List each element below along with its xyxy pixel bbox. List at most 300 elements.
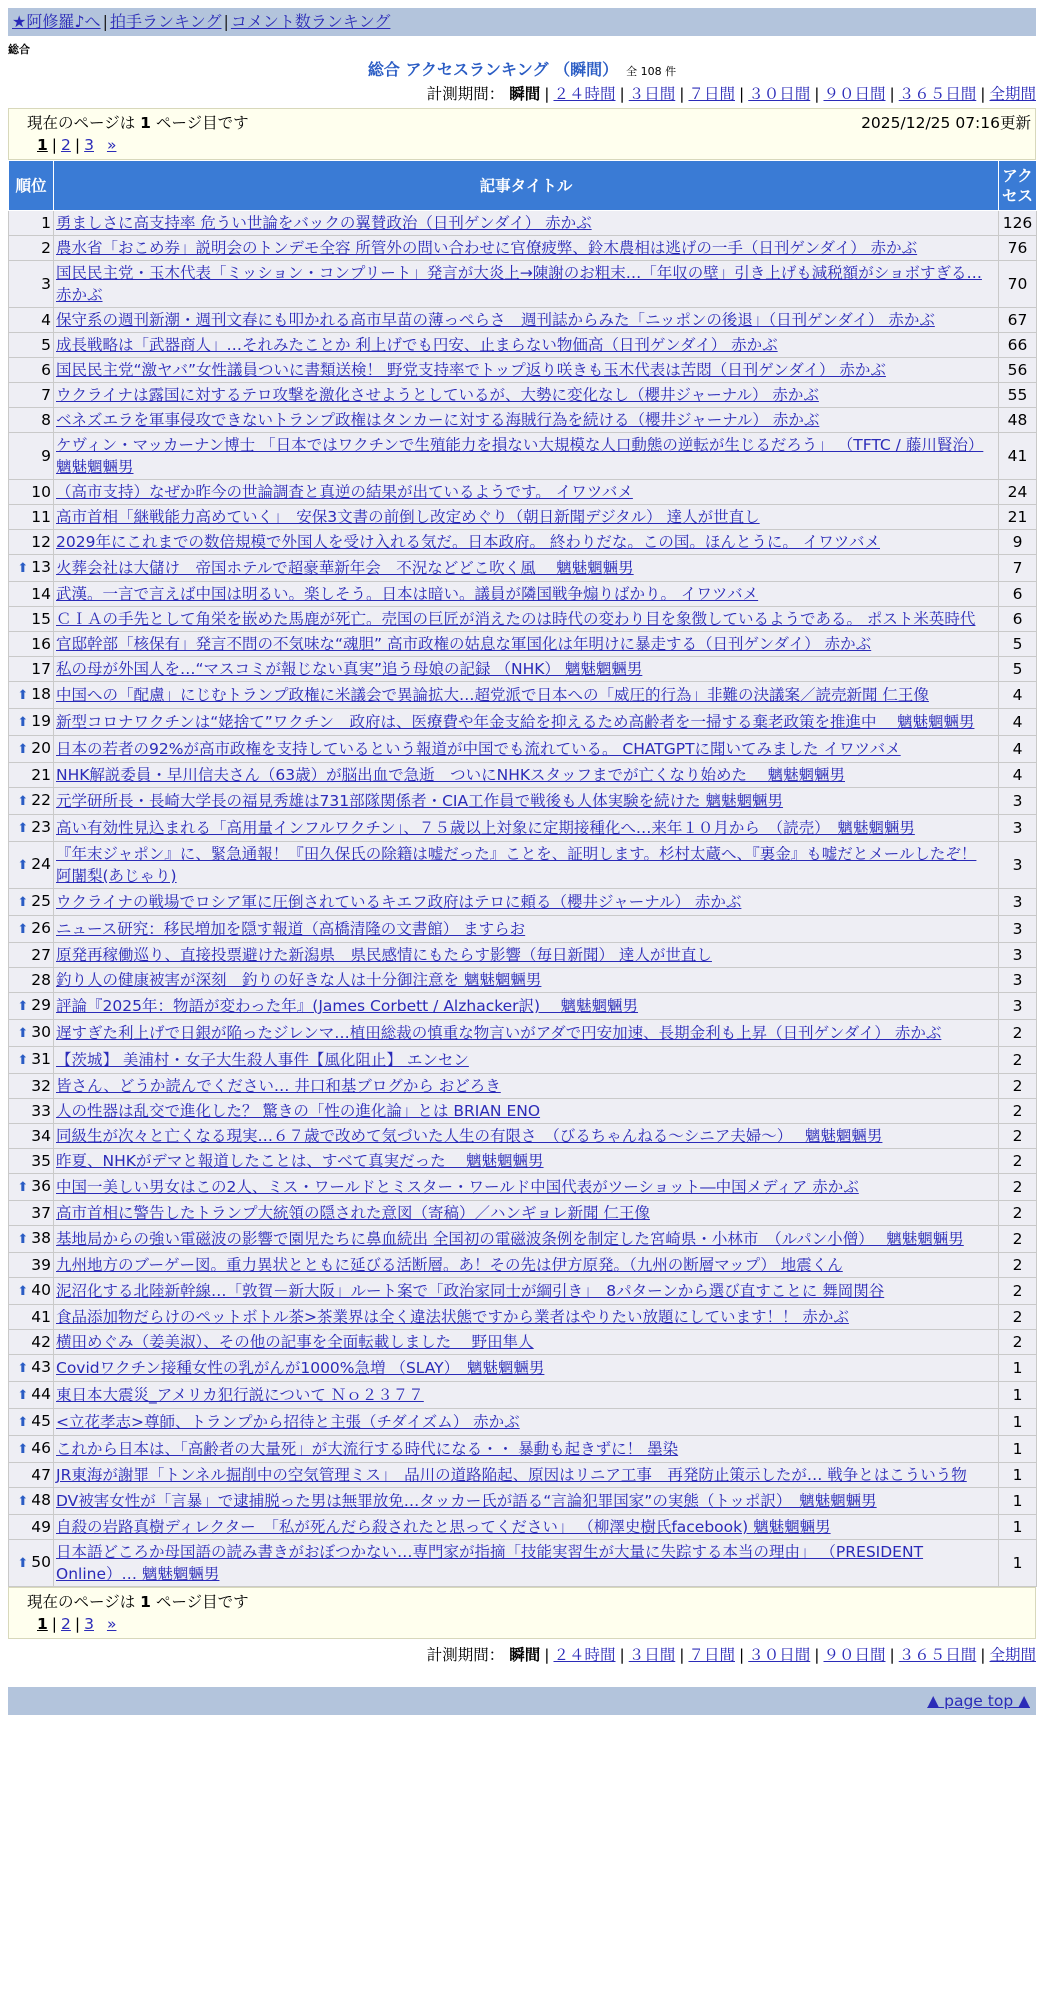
bottom-bar (8, 1687, 1036, 1715)
article-title-link[interactable]: 農水省「おこめ券」説明会のトンデモ全容 所管外の問い合わせに官僚疲弊、鈴木農相は逃げの一手（日刊ゲンダイ） 赤かぶ (56, 239, 918, 257)
rank-cell (9, 736, 54, 763)
title-cell (54, 943, 999, 968)
period-current: 瞬間 (509, 85, 541, 103)
header-access: アクセス (999, 161, 1037, 211)
rank-cell (9, 889, 54, 916)
rank-number: 5 (41, 336, 51, 354)
rank-number: 34 (31, 1127, 51, 1145)
article-title-link[interactable]: 成長戦略は「武器商人」…それみたことか 利上げでも円安、止まらない物価高（日刊ゲンダイ） 赤かぶ (56, 336, 778, 354)
rank-up-arrow-icon: ⬆ (17, 688, 29, 703)
article-title-link[interactable]: 新型コロナワクチンは“姥捨て”ワクチン 政府は、医療費や年金支給を抑えるため高齢者を一掃する棄老政策を推進中 魑魅魍魎男 (56, 713, 975, 731)
access-count: 4 (999, 736, 1037, 763)
article-title-link[interactable]: ＣＩＡの手先として角栄を嵌めた馬鹿が死亡。売国の巨匠が消えたのは時代の変わり目を象徴しているようである。 ポスト米英時代 (56, 610, 976, 628)
article-title-link[interactable]: 日本語どころか母国語の読み書きがおぼつかない…専門家が指摘「技能実習生が大量に失踪する本当の理由」 （PRESIDENT Online）… 魑魅魍魎男 (56, 1543, 924, 1583)
title-cell (54, 1409, 999, 1436)
rank-number: 45 (31, 1412, 51, 1430)
rank-cell (9, 1201, 54, 1226)
rank-cell (9, 1226, 54, 1253)
table-row (9, 1355, 1037, 1382)
period-link-7d[interactable]: ７日間 (688, 85, 735, 103)
rank-up-arrow-icon: ⬆ (17, 561, 29, 576)
table-row (9, 408, 1037, 433)
page-next-bottom[interactable]: » (106, 1615, 117, 1633)
table-row (9, 763, 1037, 788)
title-cell (54, 1515, 999, 1540)
access-count: 1 (999, 1463, 1037, 1488)
access-count: 1 (999, 1488, 1037, 1515)
rank-number: 4 (41, 311, 51, 329)
page-top-link[interactable]: ▲ page top ▲ (927, 1692, 1030, 1710)
article-title-link[interactable]: 東日本大震災_アメリカ犯行説について Ｎｏ２３７７ (56, 1386, 424, 1404)
access-count: 3 (999, 815, 1037, 842)
title-cell (54, 1382, 999, 1409)
rank-number: 49 (31, 1518, 51, 1536)
table-row (9, 358, 1037, 383)
rank-number: 36 (31, 1177, 51, 1195)
article-title-link[interactable]: ニュース研究：移民増加を隠す報道（高橋清隆の文書館） ますらお (56, 920, 526, 938)
article-title-link[interactable]: 泥沼化する北陸新幹線…「敦賀－新大阪」ルート案で「政治家同士が綱引き」 8パターンから選び直すことに 舞岡関谷 (56, 1282, 885, 1300)
article-title-link[interactable]: 高い有効性見込まれる「高用量インフルワクチン」、７５歳以上対象に定期接種化へ…来年１０月から （読売） 魑魅魍魎男 (56, 819, 915, 837)
title-cell (54, 433, 999, 480)
rank-cell (9, 1540, 54, 1587)
period-link-365d[interactable]: ３６５日間 (898, 85, 977, 103)
title-cell (54, 1355, 999, 1382)
title-cell (54, 236, 999, 261)
table-row (9, 530, 1037, 555)
table-row (9, 889, 1037, 916)
period-link-all[interactable]: 全期間 (989, 85, 1036, 103)
access-count: 3 (999, 943, 1037, 968)
title-cell (54, 889, 999, 916)
rank-cell (9, 530, 54, 555)
rank-cell (9, 842, 54, 889)
applause-ranking-link[interactable]: 拍手ランキング (109, 12, 222, 31)
rank-number: 19 (31, 712, 51, 730)
table-row (9, 261, 1037, 308)
table-row (9, 1099, 1037, 1124)
rank-up-arrow-icon: ⬆ (17, 1556, 29, 1571)
table-row (9, 1020, 1037, 1047)
access-count: 3 (999, 993, 1037, 1020)
rank-up-arrow-icon: ⬆ (17, 895, 29, 910)
rank-cell (9, 582, 54, 607)
access-count: 3 (999, 968, 1037, 993)
rank-number: 24 (31, 855, 51, 873)
access-count: 48 (999, 408, 1037, 433)
rank-number: 38 (31, 1229, 51, 1247)
table-row (9, 1201, 1037, 1226)
access-count: 4 (999, 709, 1037, 736)
article-title-link[interactable]: ウクライナの戦場でロシア軍に圧倒されているキエフ政府はテロに頼る（櫻井ジャーナル） 赤かぶ (56, 893, 742, 911)
table-row (9, 842, 1037, 889)
access-count: 67 (999, 308, 1037, 333)
title-cell (54, 1330, 999, 1355)
title-cell (54, 916, 999, 943)
period-label: 計測期間： (426, 85, 505, 103)
article-title-link[interactable]: ウクライナは露国に対するテロ攻撃を激化させようとしているが、大勢に変化なし（櫻井ジャーナル） 赤かぶ (56, 386, 819, 404)
rank-number: 1 (41, 214, 51, 232)
rank-cell (9, 709, 54, 736)
article-title-link[interactable]: DV被害女性が「言暴」で逮捕脱った男は無罪放免…タッカー氏が語る“言論犯罪国家”の実態（トッポ訳） 魑魅魍魎男 (56, 1492, 877, 1510)
top-nav-bar: ★阿修羅♪へ | 拍手ランキング | コメント数ランキング (8, 8, 1036, 36)
rank-up-arrow-icon: ⬆ (17, 715, 29, 730)
page-title: 総合 アクセスランキング （瞬間） (367, 60, 619, 79)
article-title-link[interactable]: 横田めぐみ（姜美淑）、その他の記事を全面転載しました 野田隼人 (56, 1333, 534, 1351)
access-count: 56 (999, 358, 1037, 383)
article-title-link[interactable]: 高市首相に警告したトランプ大統領の隠された意図（寄稿）／ハンギョレ新聞 仁王像 (56, 1204, 650, 1222)
rank-cell (9, 555, 54, 582)
access-count: 2 (999, 1278, 1037, 1305)
rank-cell (9, 993, 54, 1020)
rank-number: 44 (31, 1385, 51, 1403)
title-cell (54, 788, 999, 815)
rank-up-arrow-icon: ⬆ (17, 1388, 29, 1403)
page-link-3[interactable]: 3 (84, 136, 95, 154)
table-row (9, 1515, 1037, 1540)
article-title-link[interactable]: 同級生が次々と亡くなる現実…６７歳で改めて気づいた人生の有限さ （びるちゃんねる～シニア夫婦～） 魑魅魍魎男 (56, 1127, 883, 1145)
rank-cell (9, 433, 54, 480)
article-title-link[interactable]: 【茨城】 美浦村・女子大生殺人事件【風化阻止】 エンセン (56, 1051, 469, 1069)
article-title-link[interactable]: 評論『2025年：物語が変わった年』(James Corbett / Alzhacker訳) 魑魅魍魎男 (56, 997, 639, 1015)
access-count: 41 (999, 433, 1037, 480)
period-link-365d-bottom[interactable]: ３６５日間 (898, 1646, 977, 1664)
rank-cell (9, 916, 54, 943)
table-row (9, 632, 1037, 657)
rank-number: 18 (31, 685, 51, 703)
access-count: 2 (999, 1330, 1037, 1355)
table-row (9, 736, 1037, 763)
table-row (9, 709, 1037, 736)
access-count: 1 (999, 1515, 1037, 1540)
rank-cell (9, 1305, 54, 1330)
rank-number: 32 (31, 1077, 51, 1095)
rank-number: 31 (31, 1050, 51, 1068)
title-cell (54, 408, 999, 433)
article-title-link[interactable]: 日本の若者の92%が高市政権を支持しているという報道が中国でも流れている。 CHATGPTに聞いてみました イワツバメ (56, 740, 901, 758)
period-link-24h-bottom[interactable]: ２４時間 (553, 1646, 616, 1664)
title-cell (54, 211, 999, 236)
rank-cell (9, 211, 54, 236)
rank-cell (9, 763, 54, 788)
rank-up-arrow-icon: ⬆ (17, 794, 29, 809)
title-cell (54, 333, 999, 358)
table-row (9, 555, 1037, 582)
title-cell (54, 1201, 999, 1226)
rank-number: 27 (31, 946, 51, 964)
title-cell (54, 1463, 999, 1488)
article-title-link[interactable]: 皆さん、どうか読んでください… 井口和基ブログから おどろき (56, 1077, 501, 1095)
access-count: 1 (999, 1409, 1037, 1436)
rank-cell (9, 408, 54, 433)
rank-number: 16 (31, 635, 51, 653)
header-title: 記事タイトル (54, 161, 999, 211)
article-title-link[interactable]: 昨夏、NHKがデマと報道したことは、すべて真実だった 魑魅魍魎男 (56, 1152, 544, 1170)
comment-ranking-link[interactable]: コメント数ランキング (230, 12, 391, 31)
title-cell (54, 815, 999, 842)
article-title-link[interactable]: JR東海が謝罪「トンネル掘削中の空気管理ミス」 品川の道路陥起、原因はリニア工事 再発防止策示したが… 戦争とはこういう物 (56, 1466, 967, 1484)
page-link-2[interactable]: 2 (61, 136, 71, 154)
rank-number: 9 (41, 447, 51, 465)
rank-cell (9, 261, 54, 308)
access-count: 3 (999, 889, 1037, 916)
rank-cell (9, 968, 54, 993)
access-count: 5 (999, 657, 1037, 682)
page-next[interactable]: » (106, 136, 117, 154)
rank-cell (9, 308, 54, 333)
rank-cell (9, 1409, 54, 1436)
article-title-link[interactable]: 勇ましさに高支持率 危うい世論をバックの翼賛政治（日刊ゲンダイ） 赤かぶ (56, 214, 592, 232)
rank-up-arrow-icon: ⬆ (17, 1232, 29, 1247)
title-cell (54, 358, 999, 383)
article-title-link[interactable]: 『年末ジャポン』に、緊急通報！『田久保氏の除籍は嘘だった』ことを、証明します。杉村太蔵へ、『裏金』も嘘だとメールしたぞ！ 阿闍梨(あじゃり) (56, 845, 977, 885)
rank-up-arrow-icon: ⬆ (17, 1361, 29, 1376)
access-count: 4 (999, 763, 1037, 788)
article-title-link[interactable]: 保守系の週刊新潮・週刊文春にも叩かれる高市早苗の薄っぺらさ 週刊誌からみた「ニッポンの後退」（日刊ゲンダイ） 赤かぶ (56, 311, 935, 329)
rank-cell (9, 657, 54, 682)
rank-number: 42 (31, 1333, 51, 1351)
rank-number: 11 (31, 508, 51, 526)
access-count: 6 (999, 582, 1037, 607)
article-title-link[interactable]: 元学研所長・長崎大学長の福見秀雄は731部隊関係者・CIA工作員で戦後も人体実験を続けた 魑魅魍魎男 (56, 792, 784, 810)
article-title-link[interactable]: これから日本は、「高齢者の大量死」が大流行する時代になる・・ 暴動も起きずに！ 墨染 (56, 1440, 679, 1458)
period-link-90d-bottom[interactable]: ９０日間 (823, 1646, 886, 1664)
title-cell (54, 1488, 999, 1515)
access-count: 2 (999, 1149, 1037, 1174)
rank-up-arrow-icon: ⬆ (17, 999, 29, 1014)
rank-up-arrow-icon: ⬆ (17, 1026, 29, 1041)
period-link-24h[interactable]: ２４時間 (553, 85, 616, 103)
table-row (9, 788, 1037, 815)
table-row (9, 1409, 1037, 1436)
rank-cell (9, 607, 54, 632)
title-cell (54, 505, 999, 530)
article-title-link[interactable]: 火葬会社は大儲け 帝国ホテルで超豪華新年会 不況などどこ吹く風 魑魅魍魎男 (56, 559, 634, 577)
access-count: 1 (999, 1436, 1037, 1463)
rank-up-arrow-icon: ⬆ (17, 1415, 29, 1430)
rank-number: 40 (31, 1281, 51, 1299)
table-row (9, 993, 1037, 1020)
current-page-text-bottom: 現在のページは 1 ページ目です (27, 1593, 249, 1611)
article-title-link[interactable]: Covidワクチン接種女性の乳がんが1000%急増 （SLAY） 魑魅魍魎男 (56, 1359, 545, 1377)
rank-number: 13 (31, 558, 51, 576)
rank-number: 29 (31, 996, 51, 1014)
rank-cell (9, 1074, 54, 1099)
access-count: 76 (999, 236, 1037, 261)
article-title-link[interactable]: ベネズエラを軍事侵攻できないトランプ政権はタンカーに対する海賊行為を続ける（櫻井ジャーナル） 赤かぶ (56, 411, 820, 429)
header-rank: 順位 (9, 161, 54, 211)
title-cell (54, 763, 999, 788)
access-count: 2 (999, 1226, 1037, 1253)
rank-up-arrow-icon: ⬆ (17, 1494, 29, 1509)
article-title-link[interactable]: 国民民主党“激ヤバ”女性議員ついに書類送検！ 野党支持率でトップ返り咲きも玉木代表は苦悶（日刊ゲンダイ） 赤かぶ (56, 361, 886, 379)
rank-number: 3 (41, 275, 51, 293)
period-link-3d-bottom[interactable]: ３日間 (628, 1646, 676, 1664)
table-row (9, 1382, 1037, 1409)
page-current: 1 (37, 136, 48, 154)
article-title-link[interactable]: 武漢。一言で言えば中国は明るい。楽しそう。日本は暗い。議員が隣国戦争煽りばかり。 イワツバメ (56, 585, 759, 603)
rank-number: 43 (31, 1358, 51, 1376)
table-row (9, 682, 1037, 709)
period-link-3d[interactable]: ３日間 (628, 85, 676, 103)
rank-number: 46 (31, 1439, 51, 1457)
article-title-link[interactable]: 高市首相「継戦能力高めていく」 安保3文書の前倒し改定めぐり（朝日新聞デジタル） 達人が世直し (56, 508, 760, 526)
article-title-link[interactable]: 遅すぎた利上げで日銀が陥ったジレンマ…植田総裁の慎重な物言いがアダで円安加速、長期金利も上昇（日刊ゲンダイ） 赤かぶ (56, 1024, 942, 1042)
access-count: 66 (999, 333, 1037, 358)
title-cell (54, 1149, 999, 1174)
article-title-link[interactable]: 基地局からの強い電磁波の影響で園児たちに鼻血続出 全国初の電磁波条例を制定した宮崎県・小林市 （ルパン小僧） 魑魅魍魎男 (56, 1230, 964, 1248)
access-count: 3 (999, 916, 1037, 943)
rank-cell (9, 1099, 54, 1124)
page-title-row (0, 60, 1044, 80)
table-row (9, 308, 1037, 333)
rank-number: 35 (31, 1152, 51, 1170)
access-count: 2 (999, 1099, 1037, 1124)
page-link-3-bottom[interactable]: 3 (84, 1615, 95, 1633)
title-cell (54, 1253, 999, 1278)
period-link-90d[interactable]: ９０日間 (823, 85, 886, 103)
access-count: 24 (999, 480, 1037, 505)
page-current-bottom: 1 (37, 1615, 48, 1633)
article-title-link[interactable]: 官邸幹部「核保有」発言不問の不気味な“魂胆” 高市政権の姑息な軍国化は年明けに暴走する（日刊ゲンダイ） 赤かぶ (56, 635, 872, 653)
table-row (9, 1540, 1037, 1587)
period-label-bottom: 計測期間： (426, 1646, 505, 1664)
title-cell (54, 607, 999, 632)
article-title-link[interactable]: 人の性器は乱交で進化した？ 驚きの「性の進化論」とは BRIAN ENO (56, 1102, 541, 1120)
table-row (9, 383, 1037, 408)
period-selector-bottom: 計測期間： 瞬間 | ２４時間 | ３日間 | ７日間 | ３０日間 | ９０日間 | ３６５日間 | 全期間 (426, 1646, 1036, 1664)
rank-cell (9, 1253, 54, 1278)
category-label: 総合 (8, 43, 30, 56)
table-row (9, 607, 1037, 632)
access-count: 5 (999, 632, 1037, 657)
rank-cell (9, 1278, 54, 1305)
pager-top: 現在のページは 1 ページ目です 2025/12/25 07:16更新 1 | 2 | 3 » (8, 108, 1036, 160)
table-row (9, 582, 1037, 607)
rank-number: 25 (31, 892, 51, 910)
article-title-link[interactable]: 国民民主党・玉木代表「ミッション・コンプリート」発言が大炎上→陳謝のお粗末…「年収の壁」引き上げも減税額がショボすぎる… 赤かぶ (56, 264, 982, 304)
table-row (9, 480, 1037, 505)
article-title-link[interactable]: 九州地方のブーゲー図。重力異状とともに延びる活断層。あ！その先は伊方原発。（九州の断層マップ） 地震くん (56, 1256, 843, 1274)
article-title-link[interactable]: ケヴィン・マッカーナン博士 「日本ではワクチンで生殖能力を損ない大規模な人口動態の逆転が生じるだろう」 （TFTC / 藤川賢治） 魑魅魍魎男 (56, 436, 984, 476)
article-title-link[interactable]: 私の母が外国人を…“マスコミが報じない真実”追う母娘の記録 （NHK） 魑魅魍魎男 (56, 660, 643, 678)
rank-up-arrow-icon: ⬆ (17, 1442, 29, 1457)
access-count: 3 (999, 842, 1037, 889)
article-title-link[interactable]: 中国への「配慮」にじむトランプ政権に米議会で異論拡大…超党派で日本への「威圧的行為」非難の決議案／読売新聞 仁王像 (56, 686, 929, 704)
table-row (9, 236, 1037, 261)
access-count: 2 (999, 1020, 1037, 1047)
rank-cell (9, 1382, 54, 1409)
rank-number: 15 (31, 610, 51, 628)
rank-number: 30 (31, 1023, 51, 1041)
rank-number: 8 (41, 411, 51, 429)
rank-cell (9, 236, 54, 261)
title-cell (54, 1436, 999, 1463)
title-cell (54, 968, 999, 993)
article-title-link[interactable]: 原発再稼働巡り、直接投票避けた新潟県 県民感情にもたらす影響（毎日新聞） 達人が世直し (56, 946, 712, 964)
access-count: 70 (999, 261, 1037, 308)
period-current-bottom: 瞬間 (509, 1646, 541, 1664)
updated-timestamp: 2025/12/25 07:16更新 (861, 114, 1031, 132)
rank-number: 2 (41, 239, 51, 257)
rank-number: 17 (31, 660, 51, 678)
table-row (9, 943, 1037, 968)
access-count: 2 (999, 1124, 1037, 1149)
rank-cell (9, 1020, 54, 1047)
rank-number: 26 (31, 919, 51, 937)
title-cell (54, 657, 999, 682)
table-row (9, 1226, 1037, 1253)
table-row (9, 1330, 1037, 1355)
period-selector: 計測期間： 瞬間 | ２４時間 | ３日間 | ７日間 | ３０日間 | ９０日間 | ３６５日間 | 全期間 (426, 85, 1036, 103)
table-row (9, 1047, 1037, 1074)
rank-cell (9, 333, 54, 358)
period-link-7d-bottom[interactable]: ７日間 (688, 1646, 735, 1664)
pager-bottom: 現在のページは 1 ページ目です 1 | 2 | 3 » (8, 1587, 1036, 1639)
access-count: 2 (999, 1074, 1037, 1099)
rank-number: 37 (31, 1204, 51, 1222)
title-cell (54, 582, 999, 607)
rank-cell (9, 1330, 54, 1355)
table-row (9, 1305, 1037, 1330)
article-title-link[interactable]: 自殺の岩路真樹ディレクター 「私が死んだら殺されたと思ってください」 （柳澤史樹氏facebook) 魑魅魍魎男 (56, 1518, 831, 1536)
rank-number: 6 (41, 361, 51, 379)
period-link-all-bottom[interactable]: 全期間 (989, 1646, 1036, 1664)
article-title-link[interactable]: 中国一美しい男女はこの2人、ミス・ワールドとミスター・ワールド中国代表がツーショット―中国メディア 赤かぶ (56, 1178, 859, 1196)
access-count: 2 (999, 1253, 1037, 1278)
rank-cell (9, 1124, 54, 1149)
title-cell (54, 1020, 999, 1047)
table-row (9, 1488, 1037, 1515)
rank-up-arrow-icon: ⬆ (17, 742, 29, 757)
article-title-link[interactable]: 2029年にこれまでの数倍規模で外国人を受け入れる気だ。日本政府。 終わりだな。この国。ほんとうに。 イワツバメ (56, 533, 880, 551)
access-count: 2 (999, 1174, 1037, 1201)
home-link[interactable]: ★阿修羅♪へ (12, 12, 101, 31)
period-link-30d[interactable]: ３０日間 (748, 85, 811, 103)
rank-cell (9, 1463, 54, 1488)
rank-up-arrow-icon: ⬆ (17, 821, 29, 836)
article-title-link[interactable]: NHK解説委員・早川信夫さん（63歳）が脳出血で急逝 ついにNHKスタッフまでが亡くなり始めた 魑魅魍魎男 (56, 766, 845, 784)
access-count: 2 (999, 1305, 1037, 1330)
table-row (9, 1174, 1037, 1201)
rank-number: 33 (31, 1102, 51, 1120)
rank-cell (9, 788, 54, 815)
table-row (9, 916, 1037, 943)
rank-number: 28 (31, 971, 51, 989)
title-cell (54, 1074, 999, 1099)
article-title-link[interactable]: 食品添加物だらけのペットボトル茶>茶業界は全く違法状態ですから業者はやりたい放題にしています！！ 赤かぶ (56, 1308, 849, 1326)
rank-number: 21 (31, 766, 51, 784)
rank-cell (9, 1488, 54, 1515)
table-row (9, 433, 1037, 480)
title-cell (54, 308, 999, 333)
access-count: 4 (999, 682, 1037, 709)
table-row (9, 968, 1037, 993)
title-cell (54, 1047, 999, 1074)
page-link-2-bottom[interactable]: 2 (61, 1615, 71, 1633)
title-cell (54, 632, 999, 657)
title-cell (54, 1278, 999, 1305)
article-title-link[interactable]: （高市支持）なぜか昨今の世論調査と真逆の結果が出ているようです。 イワツバメ (56, 483, 633, 501)
access-count: 9 (999, 530, 1037, 555)
article-title-link[interactable]: 釣り人の健康被害が深刻 釣りの好きな人は十分御注意を 魑魅魍魎男 (56, 971, 542, 989)
title-cell (54, 993, 999, 1020)
rank-number: 12 (31, 533, 51, 551)
rank-number: 41 (31, 1308, 51, 1326)
current-page-text: 現在のページは 1 ページ目です (27, 114, 249, 132)
article-title-link[interactable]: <立花孝志>尊師、トランプから招待と主張（チダイズム） 赤かぶ (56, 1413, 520, 1431)
access-count: 126 (999, 211, 1037, 236)
period-link-30d-bottom[interactable]: ３０日間 (748, 1646, 811, 1664)
